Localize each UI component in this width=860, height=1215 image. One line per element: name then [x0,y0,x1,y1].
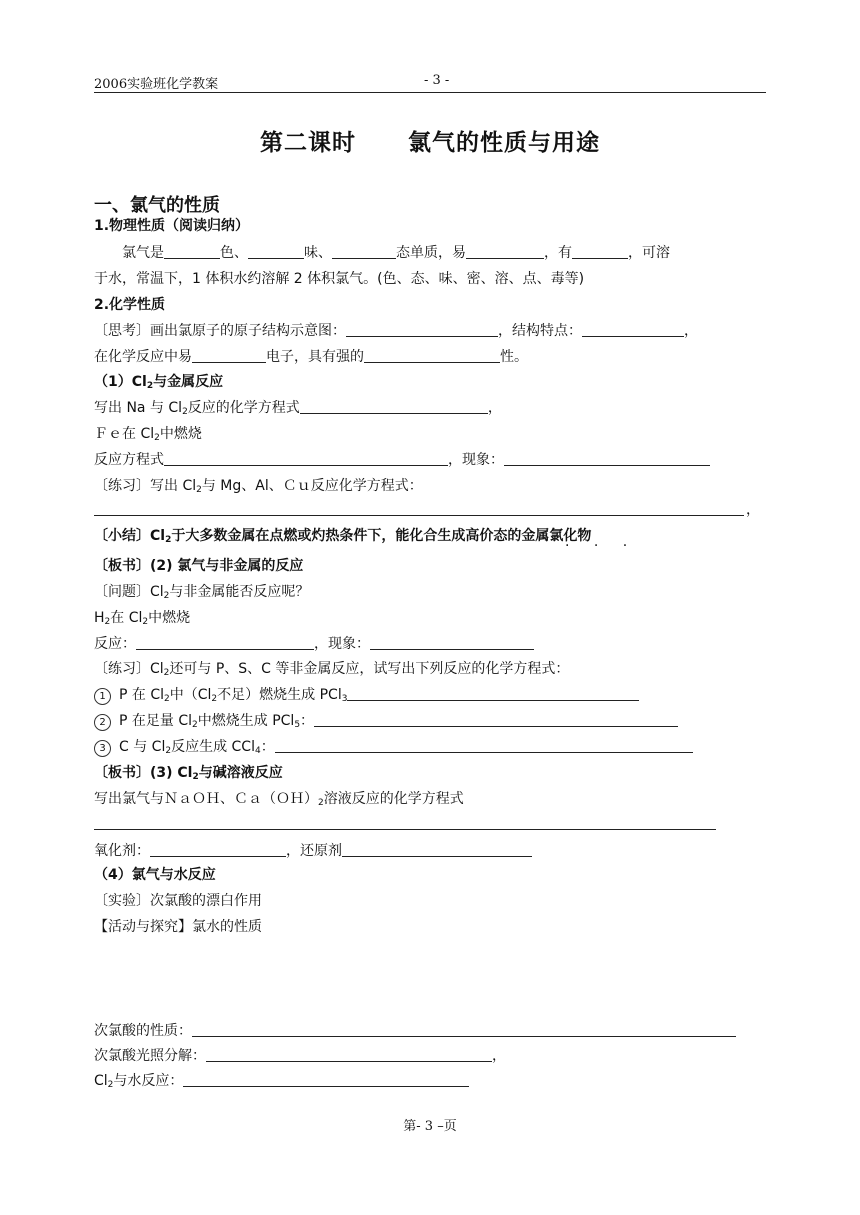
physical-heading: 1.物理性质（阅读归纳） [94,218,250,234]
lesson-period: 第二课时 [260,130,356,156]
na-line: 写出 Na 与 $Cl_2$反应的化学方程式 ， [94,400,502,417]
chemical-heading: 2.化学性质 [94,297,166,313]
hclo-properties-line: 次氯酸的性质： [94,1022,736,1040]
fe-equation-line: 反应方程式 ，现象： [94,451,710,469]
comma: ， [746,502,760,518]
answer-blank[interactable] [347,686,639,701]
answer-blank[interactable] [164,451,448,466]
practice-item-3: 3 C 与 $Cl_2$反应生成 CCl$_4$： [94,738,693,757]
lesson-topic: 氯气的性质与用途 [408,130,600,156]
emphasis-dots: · · · [565,538,638,554]
cl2-water-line: $Cl_2$与水反应： [94,1072,469,1090]
answer-blank[interactable] [504,451,710,466]
answer-blank[interactable] [192,1022,736,1037]
water-heading: （4）氯气与水反应 [94,867,216,883]
h2-reaction-line: 反应： ，现象： [94,635,534,653]
h2-line: $H_2$在 $Cl_2$中燃烧 [94,610,191,627]
lesson-title [0,124,860,157]
emphasis-text: 高价态 [465,528,508,544]
alkali-heading: 〔板书〕(3) $Cl_2$与碱溶液反应 [94,765,283,782]
think-line-2: 在化学反应中易 电子，具有强的 性。 [94,349,528,365]
header-course: 2006实验班化学教案 [94,77,219,92]
nonmetal-heading: 〔板书〕(2) 氯气与非金属的反应 [94,558,304,574]
answer-line[interactable] [94,829,716,830]
answer-blank[interactable] [346,322,498,337]
answer-blank[interactable] [275,738,693,753]
answer-blank[interactable] [466,244,544,259]
answer-blank[interactable] [370,635,534,650]
think-line-1: 〔思考〕画出氯原子的原子结构示意图： ，结构特点： ， [94,323,698,339]
answer-blank[interactable] [582,322,684,337]
answer-blank[interactable] [136,635,314,650]
hclo-decomposition-line: 次氯酸光照分解： ， [94,1048,506,1064]
practice-item-2: 2 P 在足量 $Cl_2$中燃烧生成 PCl$_5$： [94,712,678,731]
physical-line-1: 氯气是 色、 味、 态单质，易 ，有 ，可溶 [122,245,670,261]
nonmetal-practice: 〔练习〕$Cl_2$还可与 P、S、C 等非金属反应，试写出下列反应的化学方程式： [94,661,570,678]
answer-blank[interactable] [342,842,532,857]
answer-blank[interactable] [300,399,488,414]
answer-blank[interactable] [248,244,304,259]
fe-line: Ｆｅ在 $Cl_2$中燃烧 [94,426,202,443]
answer-blank[interactable] [206,1047,492,1062]
answer-blank[interactable] [192,348,266,363]
answer-blank[interactable] [183,1072,469,1087]
answer-blank[interactable] [572,244,628,259]
answer-blank[interactable] [150,842,286,857]
header-page-number: - 3 - [424,73,450,88]
metal-summary: 〔小结〕$Cl_2$于大多数金属在点燃或灼热条件下，能化合生成高价态的金属氯化物 [94,528,592,545]
metal-practice-line: 〔练习〕写出 $Cl_2$与 Mg、Al、Ｃｕ反应化学方程式： [94,478,423,495]
activity-line: 【活动与探究】氯水的性质 [94,919,262,935]
answer-blank[interactable] [314,712,678,727]
page-footer: 第- 3 –页 [403,1119,457,1134]
nonmetal-question: 〔问题〕$Cl_2$与非金属能否反应呢？ [94,584,310,601]
alkali-line: 写出氯气与ＮａＯＨ、$Ca(OH)_2$溶液反应的化学方程式 [94,791,464,808]
oxidant-line: 氧化剂： ，还原剂 [94,842,532,860]
metal-heading: $(1)Cl_2$与金属反应 [94,374,224,391]
physical-line-2: 于水，常温下，1 体积水约溶解 2 体积氯气。(色、态、味、密、溶、点、毒等) [94,271,585,287]
answer-blank[interactable] [364,348,500,363]
page-header [94,72,766,93]
experiment-line: 〔实验〕次氯酸的漂白作用 [94,893,262,909]
section-heading: 一、氯气的性质 [94,195,220,216]
practice-item-1: 1 P 在 $Cl_2$中（$Cl_2$不足）燃烧生成 PCl$_3$ [94,686,639,705]
answer-line[interactable] [94,515,744,516]
answer-blank[interactable] [164,244,220,259]
answer-blank[interactable] [332,244,396,259]
